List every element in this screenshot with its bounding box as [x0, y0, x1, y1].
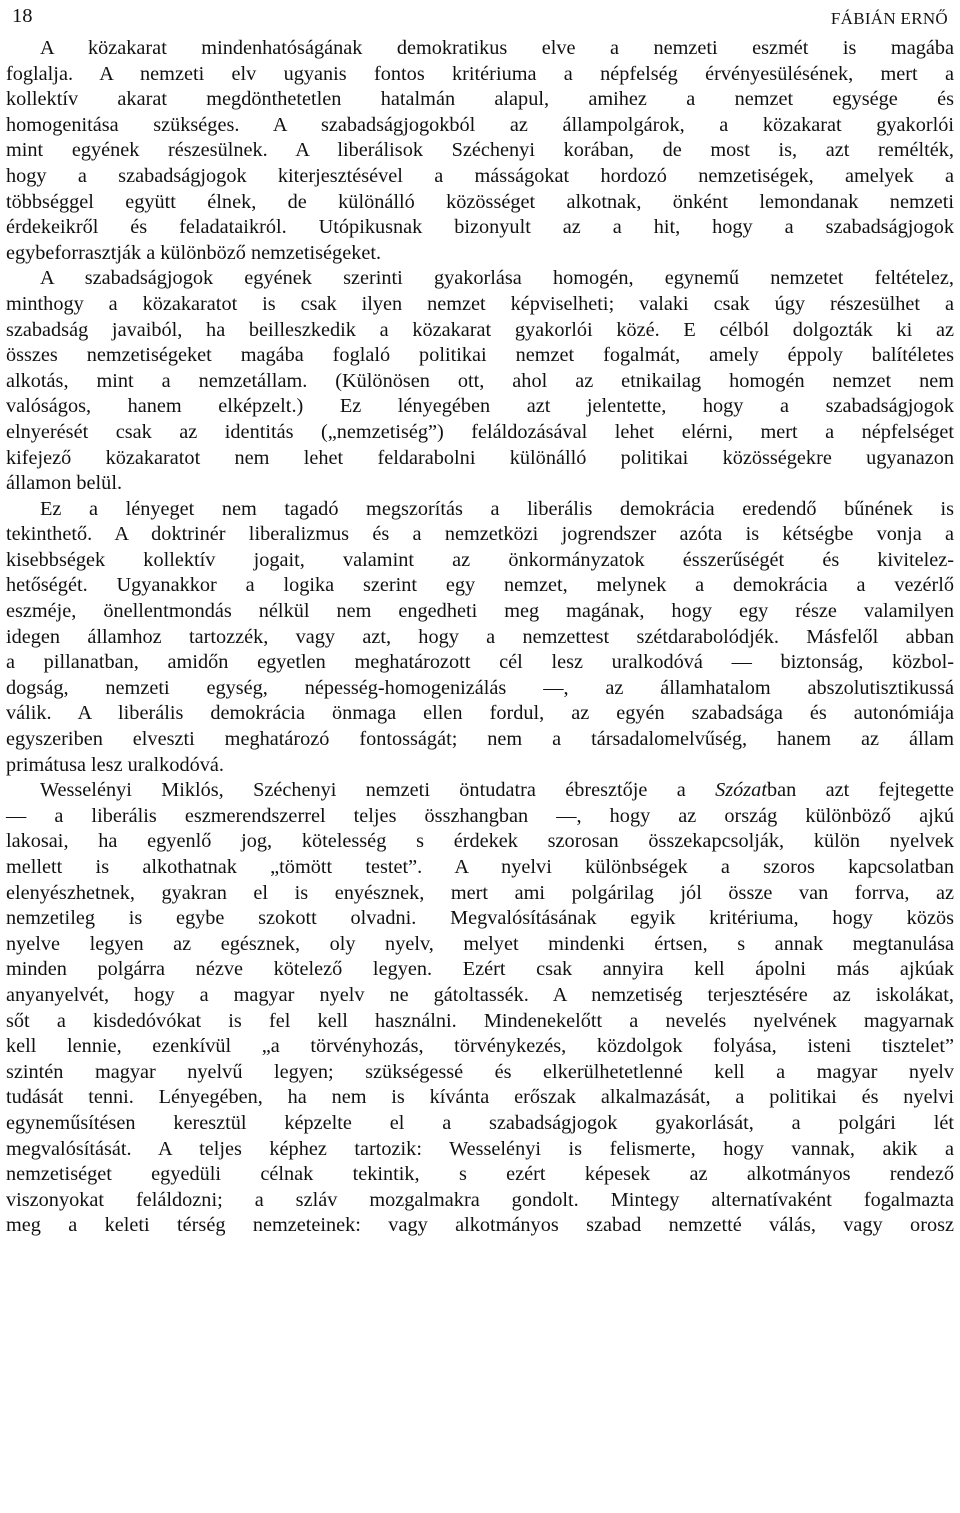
text-line: primátusa lesz uralkodóvá. — [6, 753, 224, 776]
text-line: szabadság javaiból, ha beilleszkedik a közakarat gyakorlói közé. E célból dolgozták ki az — [6, 318, 954, 341]
text-line: elnyerését csak az identitás („nemzetiség”) feláldozásával lehet elérni, mert a népfelséget — [6, 420, 954, 443]
text-line: A szabadságjogok egyének szerinti gyakorlása homogén, egynemű nemzetet feltételez, — [40, 267, 954, 290]
text-line: érdekeikről és feladataikról. Utópikusnak bizonyult az a hit, hogy a szabadságjogok — [6, 216, 954, 239]
text-line: — a liberális eszmerendszerrel teljes összhangban —, hogy az ország különböző ajkú — [6, 804, 954, 827]
text-line: kisebbségek kollektív jogait, valamint az önkormányzatok ésszerűségét és kivitelez- — [6, 548, 954, 571]
text-line: minthogy a közakaratot is csak ilyen nemzet képviselheti; valaki csak úgy részesülhet a — [6, 292, 954, 315]
text-line: szintén magyar nyelvű legyen; szükségessé és elkerülhetetlenné kell a magyar nyelv — [6, 1060, 954, 1083]
text-line: nemzetiséget egyedüli célnak tekintik, s ezért képesek az alkotmányos rendező — [6, 1163, 954, 1186]
text-line: egyszeriben elveszti meghatározó fontosságát; nem a társadalomelvűség, hanem az állam — [6, 728, 954, 751]
text-line: nemzetileg is egybe szokott olvadni. Megvalósításának egyik kritériuma, hogy közös — [6, 907, 954, 930]
text-line: Wesselényi Miklós, Széchenyi nemzeti öntudatra ébresztője a Szózatban azt fejtegette — [40, 779, 954, 802]
text-line: tudását tenni. Lényegében, ha nem is kívánta erőszak alkalmazását, a politikai és nyelvi — [6, 1086, 954, 1109]
text-line: meg a keleti térség nemzeteinek: vagy alkotmányos szabad nemzetté válás, vagy orosz — [6, 1214, 954, 1237]
text-line: anyanyelvét, hogy a magyar nyelv ne gátoltassék. A nemzetiség terjesztésére az iskolákat, — [6, 983, 954, 1006]
text-line: nyelve legyen az egésznek, oly nyelv, melyet mindenki értsen, s annak megtanulása — [6, 932, 954, 955]
text-line: elenyészhetnek, gyakran el is enyésznek, mert ami polgárilag jól össze van forrva, az — [6, 881, 954, 904]
text-line: többséggel együtt élnek, de különálló közösséget alkotnak, önként lemondanak nemzeti — [6, 190, 954, 213]
text-line: lakosai, ha egyenlő jog, kötelesség s érdekek szorosan összekapcsolják, külön nyelvek — [6, 830, 954, 853]
text-line: egybeforrasztják a különböző nemzetiségeket. — [6, 241, 382, 264]
running-head — [6, 0, 954, 36]
text-line: eszméje, önellentmondás nélkül nem engedheti meg magának, hogy egy része valamilyen — [6, 600, 954, 623]
text-line: viszonyokat feláldozni; a szláv mozgalmakra gondolt. Mintegy alternatívaként fogalmazta — [6, 1188, 954, 1211]
text-line: valóságos, hanem elképzelt.) Ez lényegében azt jelentette, hogy a szabadságjogok — [6, 395, 954, 418]
page-number: 18 — [12, 5, 33, 27]
text-line: A közakarat mindenhatóságának demokratikus elve a nemzeti eszmét is magába — [40, 37, 954, 59]
text-line: idegen államhoz tartozzék, vagy azt, hogy a nemzettest szétdarabolódjék. Másfelől abban — [6, 625, 954, 648]
text-line: államon belül. — [6, 472, 123, 495]
text-line: Ez a lényeget nem tagadó megszorítás a liberális demokrácia eredendő bűnének is — [40, 497, 954, 520]
text-line: hetőségét. Ugyanakkor a logika szerint egy nemzet, melynek a demokrácia a vezérlő — [6, 574, 954, 597]
text-line: alkotás, mint a nemzetállam. (Különösen ott, ahol az etnikailag homogén nemzet nem — [6, 369, 954, 392]
text-line: hogy a szabadságjogok kiterjesztésével a másságokat hordozó nemzetiségek, amelyek a — [6, 164, 954, 187]
text-line: kifejező közakaratot nem lehet feldarabolni különálló politikai közösségekre ugyanazon — [6, 446, 954, 469]
text-line: homogenitása szükséges. A szabadságjogokból az állampolgárok, a közakarat gyakorlói — [6, 113, 954, 136]
text-line: tekinthető. A doktrinér liberalizmus és a nemzetközi jogrendszer azóta is kétségbe vonja a — [6, 523, 954, 546]
text-line: foglalja. A nemzeti elv ugyanis fontos kritériuma a népfelség érvényesülésének, mert a — [6, 62, 954, 85]
text-line: megvalósítását. A teljes képhez tartozik: Wesselényi is felismerte, hogy vannak, akik a — [6, 1137, 954, 1160]
body-text — [6, 36, 954, 1239]
text-line: válik. A liberális demokrácia önmaga ellen fordul, az egyén szabadsága és autonómiája — [6, 702, 954, 725]
running-head-author: FÁBIÁN ERNŐ — [830, 9, 948, 28]
text-line: mellett is alkothatnak „tömött testet”. A nyelvi különbségek a szoros kapcsolatban — [6, 856, 954, 878]
text-line: sőt a kisdedóvókat is fel kell használni. Mindenekelőtt a nevelés nyelvének magyarnak — [6, 1009, 954, 1032]
text-line: egyneműsítésen keresztül képzelte el a szabadságjogok gyakorlását, a polgári lét — [6, 1111, 954, 1134]
text-line: minden polgárra nézve kötelező legyen. Ezért csak annyira kell ápolni más ajkúak — [6, 958, 954, 981]
text-line: kollektív akarat megdönthetetlen hatalmán alapul, amihez a nemzet egysége és — [6, 88, 954, 111]
text-line: kell lennie, ezenkívül „a törvényhozás, törvénykezés, közdolgok folyása, isteni tisztelet” — [6, 1035, 954, 1058]
text-line: a pillanatban, amidőn egyetlen meghatározott cél lesz uralkodóvá — biztonság, közbol- — [6, 651, 954, 674]
text-line: összes nemzetiségeket magába foglaló politikai nemzet fogalmát, amely éppoly balítéletes — [6, 344, 954, 367]
text-line: dogság, nemzeti egység, népesség-homogenizálás —, az államhatalom abszolutisztikussá — [6, 676, 954, 699]
italic-title: Szózat — [715, 779, 767, 802]
text-line: mint egyének részesülnek. A liberálisok Széchenyi korában, de most is, azt remélték, — [6, 139, 954, 162]
